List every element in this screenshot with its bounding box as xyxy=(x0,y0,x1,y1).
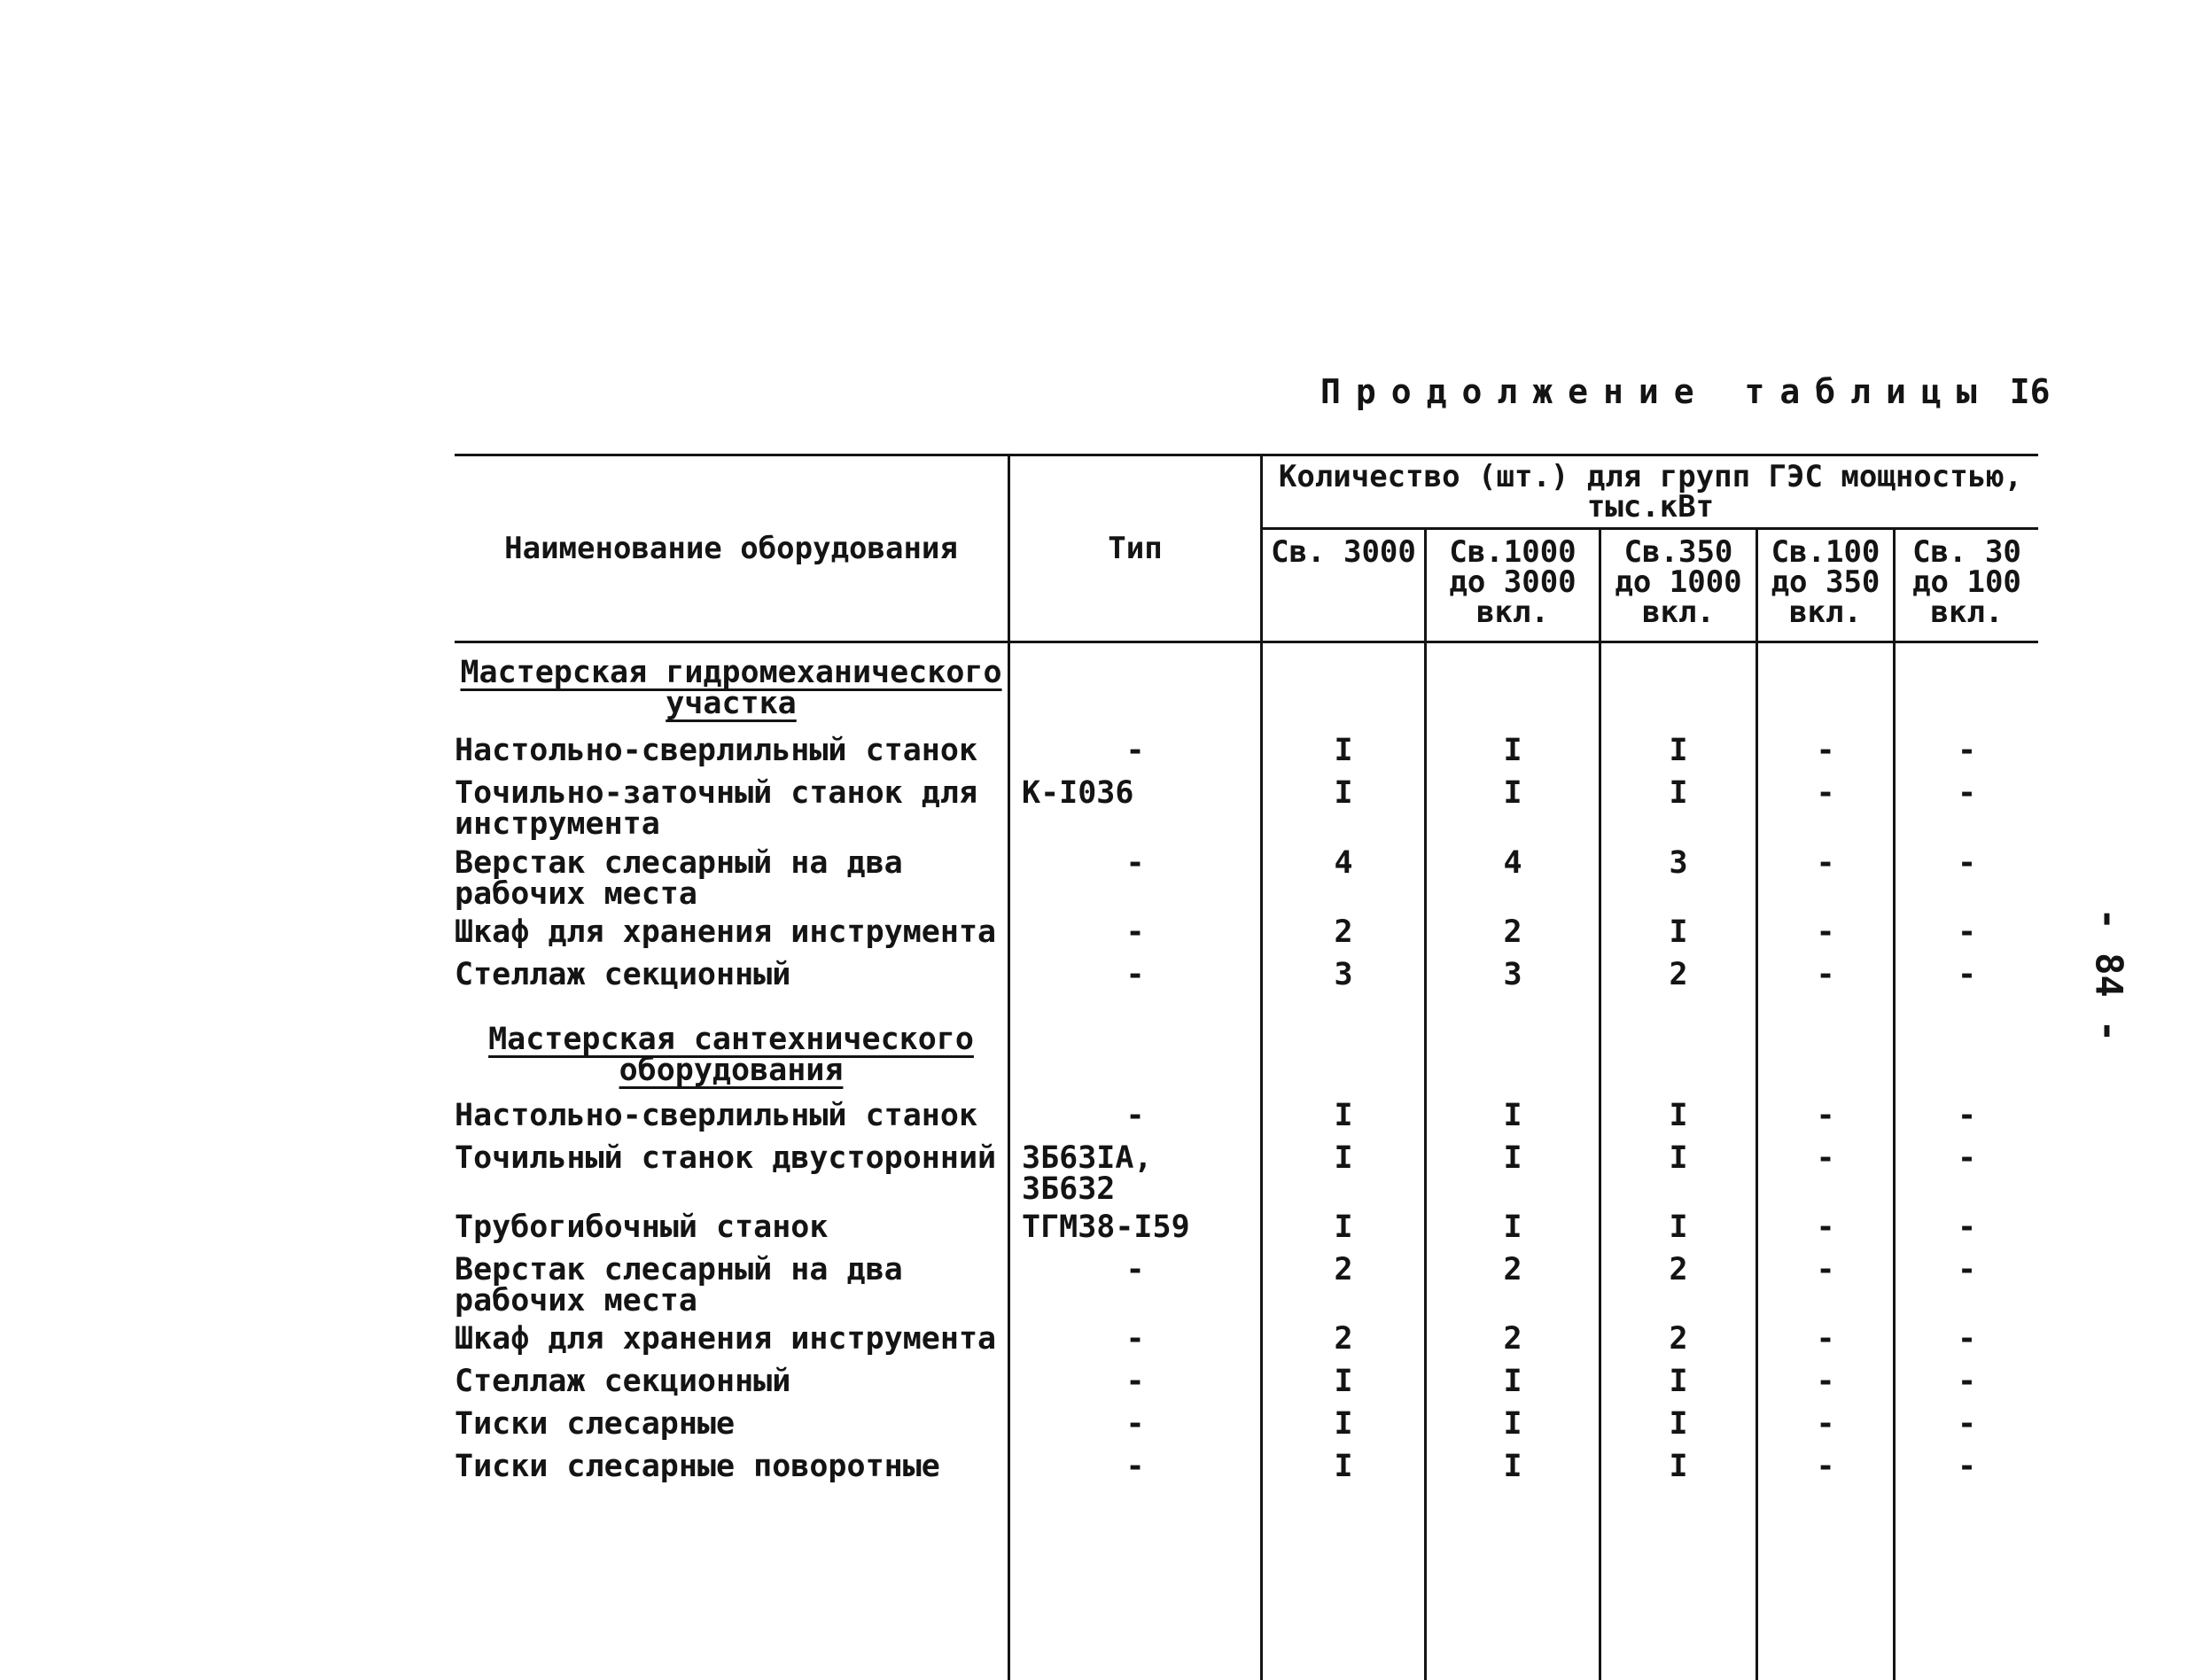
quantity-cell: - xyxy=(1816,1209,1835,1245)
quantity-cell: - xyxy=(1816,1098,1835,1133)
quantity-cell: - xyxy=(1957,845,1977,881)
quantity-cell: - xyxy=(1816,733,1835,768)
equipment-name: Тиски слесарные xyxy=(455,1406,736,1442)
caption-text: Продолжение таблицы xyxy=(1320,372,1992,411)
quantity-cell: I xyxy=(1334,1406,1353,1442)
equipment-type: - xyxy=(1125,1252,1145,1287)
quantity-cell: - xyxy=(1816,1406,1835,1442)
quantity-cell: I xyxy=(1503,775,1522,811)
header-group-divider xyxy=(1893,530,1896,641)
equipment-type: К-I036 xyxy=(1022,775,1134,811)
quantity-cell: - xyxy=(1957,775,1977,811)
quantity-cell: 3 xyxy=(1334,957,1353,992)
quantity-cell: I xyxy=(1503,1406,1522,1442)
quantity-cell: 2 xyxy=(1503,1252,1522,1287)
quantity-cell: I xyxy=(1669,1406,1688,1442)
header-quantity: Количество (шт.) для групп ГЭС мощностью, тыс.кВт xyxy=(1263,456,2038,530)
quantity-cell: I xyxy=(1669,1098,1688,1133)
equipment-name: Настольно-сверлильный станок xyxy=(455,1098,978,1133)
quantity-cell: I xyxy=(1669,733,1688,768)
quantity-cell: I xyxy=(1503,1140,1522,1176)
header-group-1: Св. 3000 xyxy=(1271,534,1416,570)
quantity-cell: 2 xyxy=(1334,1321,1353,1357)
quantity-cell: - xyxy=(1957,1321,1977,1357)
table-body xyxy=(455,643,2038,1680)
quantity-cell: 2 xyxy=(1669,957,1688,992)
quantity-cell: - xyxy=(1957,1209,1977,1245)
equipment-name: Точильный станок двусторонний xyxy=(455,1140,997,1176)
table-caption xyxy=(1320,372,2051,411)
header-group-4: Св.100 до 350 вкл. xyxy=(1771,534,1880,630)
quantity-cell: I xyxy=(1669,775,1688,811)
header-group-2: Св.1000 до 3000 вкл. xyxy=(1449,534,1577,630)
quantity-cell: - xyxy=(1816,1252,1835,1287)
equipment-type: - xyxy=(1125,914,1145,950)
section-title xyxy=(455,1024,1008,1086)
header-name: Наименование оборудования xyxy=(504,531,958,566)
quantity-cell: 3 xyxy=(1503,957,1522,992)
equipment-type: - xyxy=(1125,733,1145,768)
equipment-type: - xyxy=(1125,1364,1145,1399)
header-divider-name xyxy=(1008,456,1010,641)
quantity-cell: - xyxy=(1816,1364,1835,1399)
quantity-cell: - xyxy=(1816,1140,1835,1176)
equipment-type: ТГМ38-I59 xyxy=(1022,1209,1190,1245)
quantity-cell: I xyxy=(1669,914,1688,950)
equipment-name: Точильно-заточный станок для инструмента xyxy=(455,775,978,842)
header-group-3: Св.350 до 1000 вкл. xyxy=(1615,534,1742,630)
quantity-cell: I xyxy=(1669,1449,1688,1484)
quantity-cell: - xyxy=(1957,1449,1977,1484)
quantity-cell: I xyxy=(1669,1209,1688,1245)
quantity-cell: I xyxy=(1334,1364,1353,1399)
quantity-cell: 3 xyxy=(1669,845,1688,881)
quantity-cell: I xyxy=(1334,775,1353,811)
equipment-name: Настольно-сверлильный станок xyxy=(455,733,978,768)
quantity-cell: - xyxy=(1816,775,1835,811)
quantity-cell: 2 xyxy=(1334,1252,1353,1287)
section-title-text: Мастерская гидромеханического участка xyxy=(460,655,1002,721)
equipment-type: - xyxy=(1125,1406,1145,1442)
quantity-cell: - xyxy=(1957,733,1977,768)
table-header xyxy=(455,454,2038,643)
quantity-cell: - xyxy=(1816,1449,1835,1484)
equipment-name: Стеллаж секционный xyxy=(455,1364,791,1399)
header-divider-type xyxy=(1260,456,1263,641)
equipment-name: Верстак слесарный на два рабочих места xyxy=(455,845,903,912)
equipment-table xyxy=(455,454,2038,1680)
quantity-cell: - xyxy=(1957,1252,1977,1287)
quantity-cell: I xyxy=(1669,1364,1688,1399)
quantity-cell: I xyxy=(1503,733,1522,768)
quantity-cell: I xyxy=(1334,1140,1353,1176)
header-type: Тип xyxy=(1108,531,1163,566)
quantity-cell: 2 xyxy=(1503,914,1522,950)
equipment-name: Тиски слесарные поворотные xyxy=(455,1449,940,1484)
quantity-cell: I xyxy=(1334,1098,1353,1133)
quantity-cell: - xyxy=(1816,845,1835,881)
quantity-cell: 2 xyxy=(1334,914,1353,950)
quantity-cell: I xyxy=(1334,733,1353,768)
column-divider-name xyxy=(1008,643,1010,1680)
quantity-cell: - xyxy=(1957,1140,1977,1176)
table-number: I6 xyxy=(2009,372,2051,411)
equipment-type: - xyxy=(1125,1449,1145,1484)
equipment-type: - xyxy=(1125,1098,1145,1133)
quantity-cell: I xyxy=(1503,1209,1522,1245)
quantity-cell: - xyxy=(1957,1098,1977,1133)
quantity-cell: - xyxy=(1816,1321,1835,1357)
quantity-cell: I xyxy=(1503,1098,1522,1133)
quantity-cell: - xyxy=(1957,957,1977,992)
quantity-cell: I xyxy=(1503,1449,1522,1484)
equipment-type: - xyxy=(1125,845,1145,881)
page-number: - 84 - xyxy=(2087,907,2131,1043)
quantity-cell: I xyxy=(1669,1140,1688,1176)
header-group-5: Св. 30 до 100 вкл. xyxy=(1912,534,2021,630)
section-title xyxy=(455,657,1008,719)
quantity-cell: 2 xyxy=(1503,1321,1522,1357)
header-group-divider xyxy=(1599,530,1601,641)
equipment-name: Шкаф для хранения инструмента xyxy=(455,914,997,950)
quantity-cell: 2 xyxy=(1669,1252,1688,1287)
header-group-divider xyxy=(1424,530,1427,641)
quantity-cell: I xyxy=(1503,1364,1522,1399)
quantity-cell: 4 xyxy=(1334,845,1353,881)
quantity-cell: 4 xyxy=(1503,845,1522,881)
equipment-name: Трубогибочный станок xyxy=(455,1209,829,1245)
quantity-cell: - xyxy=(1957,914,1977,950)
equipment-name: Верстак слесарный на два рабочих места xyxy=(455,1252,903,1318)
header-group-divider xyxy=(1756,530,1758,641)
quantity-cell: - xyxy=(1816,914,1835,950)
equipment-name: Шкаф для хранения инструмента xyxy=(455,1321,997,1357)
quantity-cell: 2 xyxy=(1669,1321,1688,1357)
quantity-cell: I xyxy=(1334,1209,1353,1245)
section-title-text: Мастерская сантехнического оборудования xyxy=(488,1022,974,1088)
equipment-type: - xyxy=(1125,957,1145,992)
quantity-cell: I xyxy=(1334,1449,1353,1484)
equipment-name: Стеллаж секционный xyxy=(455,957,791,992)
equipment-type: - xyxy=(1125,1321,1145,1357)
quantity-cell: - xyxy=(1957,1364,1977,1399)
equipment-type: 3Б63IА, 3Б632 xyxy=(1022,1140,1153,1207)
quantity-cell: - xyxy=(1816,957,1835,992)
quantity-cell: - xyxy=(1957,1406,1977,1442)
